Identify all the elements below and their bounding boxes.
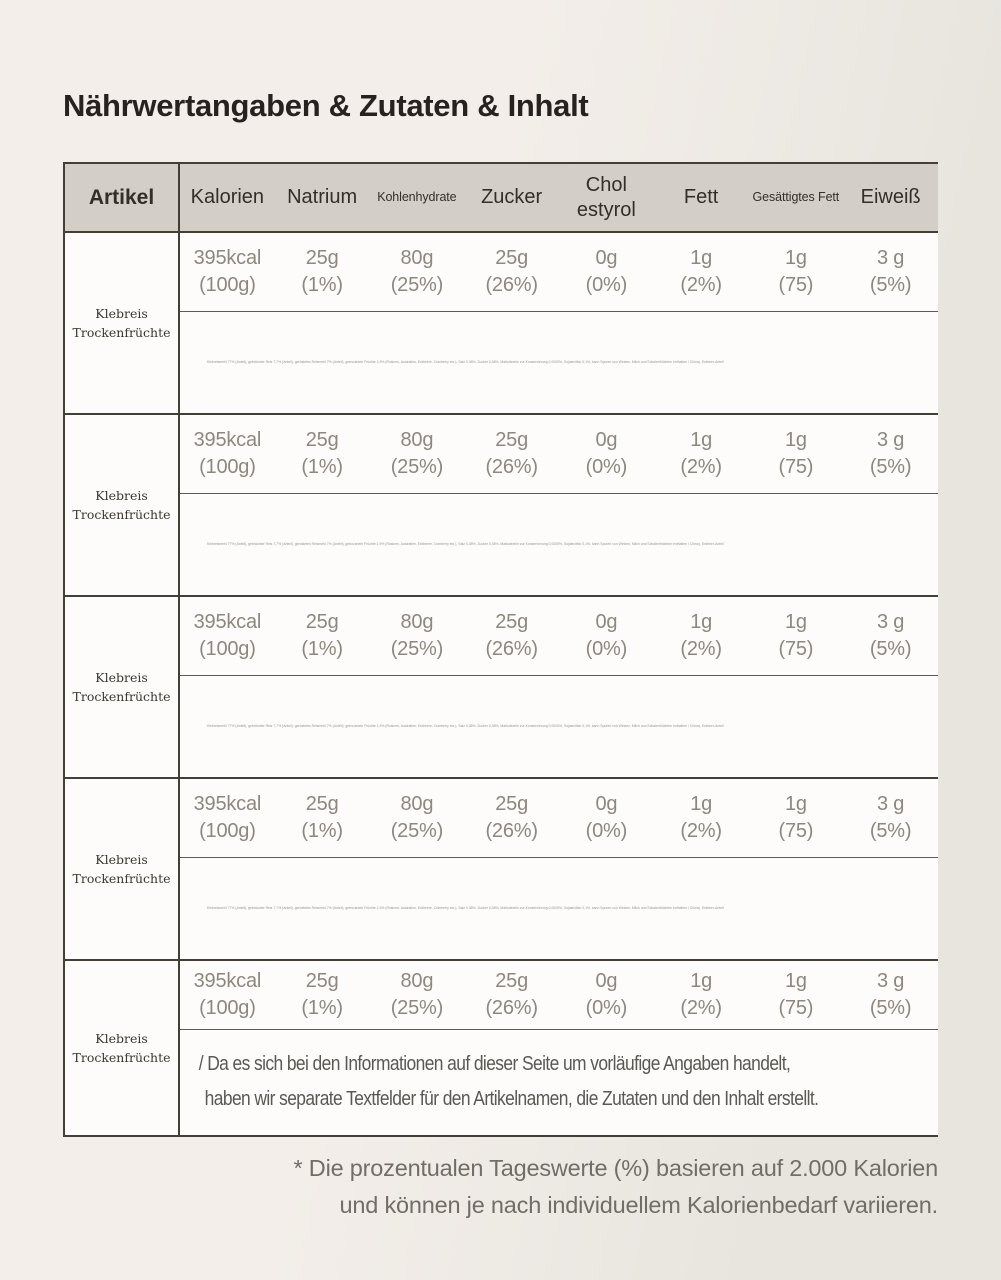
daily-value-footnote — [294, 1150, 938, 1224]
header-cell: Kalorien — [190, 186, 265, 208]
nutrition-value: 0g (0%) — [585, 970, 628, 1019]
ingredients-text: Klebreismehl 77% (Anteil), gebräunter Reis 7,7% (Anteil), geröstetes Reismehl 7% (Anteil), getrocknete Früchte 1,9% (Rosinen, Australien, Erdbeere, Cranberry etc.), Salz 0,38%, Zucker 0,38%, Maltodextrin zur Konservierung 0,0005%, Sojalecithin 0,1%, kann Spuren von Weizen, Milch und Schalenfrüchten enthalten / China), Erdbeer-Anteil — [207, 906, 724, 910]
page-title: Nährwertangaben & Zutaten & Inhalt — [63, 88, 589, 123]
article-name: Klebreis Trockenfrüchte — [65, 233, 180, 413]
nutrition-value: 25g (26%) — [485, 793, 538, 842]
footnote-line-1: * Die prozentualen Tageswerte (%) basieren auf 2.000 Kalorien — [293, 1155, 938, 1181]
table-row — [65, 233, 938, 415]
nutrition-value: 25g (26%) — [485, 247, 538, 296]
row-content — [180, 415, 938, 595]
footnote-line-2: und können je nach individuellem Kalorienbedarf variieren. — [339, 1192, 938, 1218]
nutrition-values — [180, 779, 938, 857]
nutrition-value: 1g (2%) — [680, 247, 722, 296]
row-content — [180, 961, 938, 1135]
nutrition-value: 1g (2%) — [680, 611, 722, 660]
nutrition-value: 395kcal (100g) — [193, 611, 262, 660]
table-row — [65, 779, 938, 961]
header-cell: Gesättigtes Fett — [752, 190, 840, 204]
nutrition-value: 25g (1%) — [301, 429, 343, 478]
nutrition-value: 1g (2%) — [680, 429, 722, 478]
nutrition-value: 80g (25%) — [390, 793, 444, 842]
nutrition-value: 80g (25%) — [390, 247, 444, 296]
nutrition-value: 0g (0%) — [585, 611, 628, 660]
header-cell: Eiweiß — [860, 186, 921, 208]
row-content — [180, 233, 938, 413]
nutrition-value: 0g (0%) — [585, 793, 628, 842]
nutrition-value: 25g (1%) — [301, 247, 343, 296]
row-content — [180, 597, 938, 777]
ingredients-box — [180, 493, 938, 595]
nutrition-value: 3 g (5%) — [869, 247, 912, 296]
nutrition-value: 25g (26%) — [485, 429, 538, 478]
nutrition-value: 25g (26%) — [485, 970, 538, 1019]
nutrition-value: 1g (75) — [778, 247, 814, 296]
nutrition-value: 395kcal (100g) — [193, 793, 262, 842]
ingredients-box — [180, 675, 938, 777]
nutrition-values — [180, 415, 938, 493]
nutrition-value: 1g (75) — [778, 429, 814, 478]
ingredients-box — [180, 311, 938, 413]
header-cell: Kohlenhydrate — [377, 190, 457, 204]
nutrition-value: 395kcal (100g) — [193, 970, 262, 1019]
ingredients-text: Klebreismehl 77% (Anteil), gebräunter Reis 7,7% (Anteil), geröstetes Reismehl 7% (Anteil), getrocknete Früchte 1,9% (Rosinen, Australien, Erdbeere, Cranberry etc.), Salz 0,38%, Zucker 0,38%, Maltodextrin zur Konservierung 0,0005%, Sojalecithin 0,1%, kann Spuren von Weizen, Milch und Schalenfrüchten enthalten / China), Erdbeer-Anteil — [207, 542, 724, 546]
header-cell: Fett — [683, 186, 719, 208]
nutrition-value: 3 g (5%) — [869, 793, 912, 842]
nutrition-value: 395kcal (100g) — [193, 429, 262, 478]
article-name: Klebreis Trockenfrüchte — [65, 597, 180, 777]
nutrition-value: 25g (1%) — [301, 970, 343, 1019]
nutrition-value: 395kcal (100g) — [193, 247, 262, 296]
nutrition-value: 3 g (5%) — [869, 611, 912, 660]
header-cell-artikel: Artikel — [65, 164, 180, 231]
preliminary-note: / Da es sich bei den Informationen auf dieser Seite um vorläufige Angaben handelt, haben wir separate Textfelder für den Artikelnamen, die Zutaten und den Inhalt erstellt. — [198, 1052, 819, 1110]
nutrition-values — [180, 233, 938, 311]
ingredients-box — [180, 1029, 938, 1135]
nutrition-value: 1g (75) — [778, 793, 814, 842]
ingredients-box — [180, 857, 938, 959]
article-name: Klebreis Trockenfrüchte — [65, 961, 180, 1135]
nutrition-value: 80g (25%) — [390, 611, 444, 660]
table-row — [65, 961, 938, 1137]
nutrition-value: 3 g (5%) — [869, 970, 912, 1019]
header-cell: Zucker — [481, 186, 543, 208]
header-cell: Chol estyrol — [576, 173, 636, 221]
header-cell: Natrium — [287, 186, 358, 208]
nutrition-value: 80g (25%) — [390, 970, 444, 1019]
ingredients-text: Klebreismehl 77% (Anteil), gebräunter Reis 7,7% (Anteil), geröstetes Reismehl 7% (Anteil), getrocknete Früchte 1,9% (Rosinen, Australien, Erdbeere, Cranberry etc.), Salz 0,38%, Zucker 0,38%, Maltodextrin zur Konservierung 0,0005%, Sojalecithin 0,1%, kann Spuren von Weizen, Milch und Schalenfrüchten enthalten / China), Erdbeer-Anteil — [207, 360, 724, 364]
nutrition-values — [180, 597, 938, 675]
ingredients-text: Klebreismehl 77% (Anteil), gebräunter Reis 7,7% (Anteil), geröstetes Reismehl 7% (Anteil), getrocknete Früchte 1,9% (Rosinen, Australien, Erdbeere, Cranberry etc.), Salz 0,38%, Zucker 0,38%, Maltodextrin zur Konservierung 0,0005%, Sojalecithin 0,1%, kann Spuren von Weizen, Milch und Schalenfrüchten enthalten / China), Erdbeer-Anteil — [207, 724, 724, 728]
table-row — [65, 597, 938, 779]
nutrition-value: 1g (75) — [778, 970, 814, 1019]
article-name: Klebreis Trockenfrüchte — [65, 415, 180, 595]
nutrition-value: 80g (25%) — [390, 429, 444, 478]
table-header-row — [65, 164, 938, 233]
row-content — [180, 779, 938, 959]
nutrition-value: 3 g (5%) — [869, 429, 912, 478]
nutrition-value: 1g (2%) — [680, 793, 722, 842]
nutrition-table — [63, 162, 938, 1137]
nutrition-value: 1g (75) — [778, 611, 814, 660]
nutrition-value: 25g (1%) — [301, 611, 343, 660]
nutrition-value: 25g (1%) — [301, 793, 343, 842]
nutrition-value: 1g (2%) — [680, 970, 722, 1019]
article-name: Klebreis Trockenfrüchte — [65, 779, 180, 959]
table-row — [65, 415, 938, 597]
nutrition-value: 0g (0%) — [585, 429, 628, 478]
nutrition-value: 0g (0%) — [585, 247, 628, 296]
nutrition-values — [180, 961, 938, 1029]
nutrition-value: 25g (26%) — [485, 611, 538, 660]
